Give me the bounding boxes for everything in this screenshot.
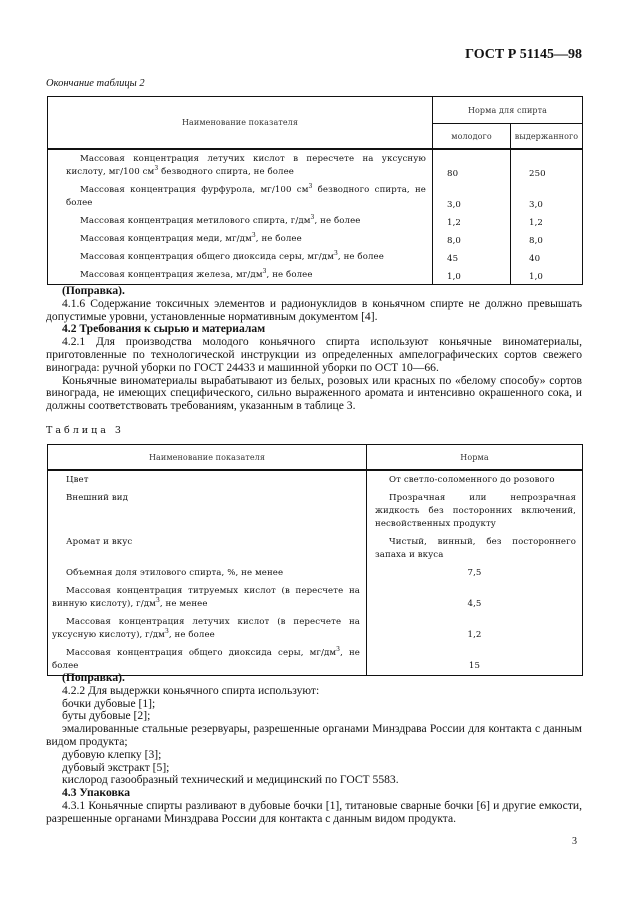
table-row (48, 230, 583, 248)
table-row (48, 248, 583, 266)
row-name: Внешний вид (48, 489, 367, 533)
value-norm: От светло-соломенного до розового (367, 470, 583, 489)
row-name: Массовая концентрация общего диоксида серы, $мг/дм^3$, не более (48, 644, 367, 676)
table-row (48, 564, 583, 582)
row-name: Аромат и вкус (48, 533, 367, 564)
value-norm: 7,5 (367, 564, 583, 582)
document-code: ГОСТ Р 51145—98 (465, 47, 582, 62)
table2-header-group: Норма для спирта (433, 97, 583, 124)
list-item: дубовую клепку [3]; (62, 747, 162, 761)
section-4-1-6 (46, 285, 582, 413)
row-name: Массовая концентрация метилового спирта, $г/дм^3$, не более (48, 212, 433, 230)
table-row (48, 613, 583, 644)
table2-header-young: молодого (433, 124, 511, 150)
row-name: Массовая концентрация меди, $мг/дм^3$, не более (48, 230, 433, 248)
table2-header-aged: выдержанного (511, 124, 583, 150)
value-aged: 250 (511, 149, 583, 181)
list-item: бочки дубовые [1]; (62, 696, 156, 710)
table-row (48, 470, 583, 489)
value-young: 1,2 (433, 212, 511, 230)
table3-header-name: Наименование показателя (48, 445, 367, 471)
table-row (48, 533, 583, 564)
section-4-2-2 (46, 672, 582, 826)
value-norm: 4,5 (367, 582, 583, 613)
table-row (48, 489, 583, 533)
value-young: 80 (433, 149, 511, 181)
table-row (48, 266, 583, 285)
table-row (48, 212, 583, 230)
value-aged: 1,2 (511, 212, 583, 230)
value-norm: 1,2 (367, 613, 583, 644)
row-name: Массовая концентрация титруемых кислот (в пересчете на винную кислоту), $г/дм^3$, не менее (48, 582, 367, 613)
table3-header-norm: Норма (367, 445, 583, 471)
value-norm: 15 (367, 644, 583, 676)
value-aged: 40 (511, 248, 583, 266)
value-norm: Чистый, винный, без постороннего запаха и вкуса (367, 533, 583, 564)
row-name: Массовая концентрация общего диоксида серы, $мг/дм^3$, не более (48, 248, 433, 266)
table-row (48, 582, 583, 613)
heading-4-3: 4.3 Упаковка (62, 786, 131, 800)
row-name: Объемная доля этилового спирта, %, не менее (48, 564, 367, 582)
table2-continuation-caption: Окончание таблицы 2 (46, 78, 145, 89)
row-name: Массовая концентрация железа, $мг/дм^3$, не более (48, 266, 433, 285)
list-item: буты дубовые [2]; (62, 709, 151, 723)
paragraph-4-3-1: 4.3.1 Коньячные спирты разливают в дубовые бочки [1], титановые сварные бочки [6] и другие емкости, разрешенные органами Минздрава России для контакта с данным видом продукта. (46, 798, 582, 825)
value-norm: Прозрачная или непрозрачная жидкость без посторонних включений, несвойственных продукту (367, 489, 583, 533)
table-row (48, 181, 583, 212)
value-aged: 3,0 (511, 181, 583, 212)
amendment-note: (Поправка). (62, 284, 125, 297)
value-aged: 1,0 (511, 266, 583, 285)
heading-4-2: 4.2 Требования к сырью и материалам (62, 322, 266, 336)
paragraph-4-2-1-b: Коньячные виноматериалы вырабатывают из белых, розовых или красных по «белому способу» сортов винограда, не имеющих специфического, сильно выраженного аромата и интенсивно окрашенного сока, и должны соответствовать требованиям, указанным в таблице 3. (46, 373, 582, 413)
row-name: Цвет (48, 470, 367, 489)
table3-label: Таблица 3 (46, 425, 124, 436)
page-number: 3 (572, 836, 577, 847)
table-row (48, 149, 583, 181)
table-2 (47, 96, 583, 285)
table-row (48, 644, 583, 676)
paragraph-4-2-2: 4.2.2 Для выдержки коньячного спирта используют: (62, 683, 320, 697)
paragraph-4-1-6: 4.1.6 Содержание токсичных элементов и радионуклидов в коньячном спирте не должно превышать допустимые уровни, установленные нормативным документом [4]. (46, 296, 582, 323)
list-item: дубовый экстракт [5]; (62, 760, 170, 774)
value-young: 8,0 (433, 230, 511, 248)
value-young: 3,0 (433, 181, 511, 212)
value-young: 1,0 (433, 266, 511, 285)
paragraph-4-2-1: 4.2.1 Для производства молодого коньячного спирта используют коньячные виноматериалы, приготовленные по технологической инструкции из определенных ампелографических сортов свежего винограда: ручной уборки по ГОСТ 24433 и машинной уборки по ОСТ 10—66. (46, 335, 582, 374)
table2-header-name: Наименование показателя (48, 97, 433, 150)
row-name: Массовая концентрация фурфурола, мг/100 $см^3$ безводного спирта, не более (48, 181, 433, 212)
list-item: кислород газообразный технический и медицинский по ГОСТ 5583. (62, 773, 399, 787)
list-item: эмалированные стальные резервуары, разрешенные органами Минздрава России для контакта с данным видом продукта; (46, 722, 582, 748)
row-name: Массовая концентрация летучих кислот в пересчете на уксусную кислоту, мг/100 $см^3$ безводного спирта, не более (48, 149, 433, 181)
value-young: 45 (433, 248, 511, 266)
amendment-note: (Поправка). (62, 671, 125, 684)
row-name: Массовая концентрация летучих кислот (в пересчете на уксусную кислоту), $г/дм^3$, не более (48, 613, 367, 644)
table-3 (47, 444, 583, 676)
value-aged: 8,0 (511, 230, 583, 248)
